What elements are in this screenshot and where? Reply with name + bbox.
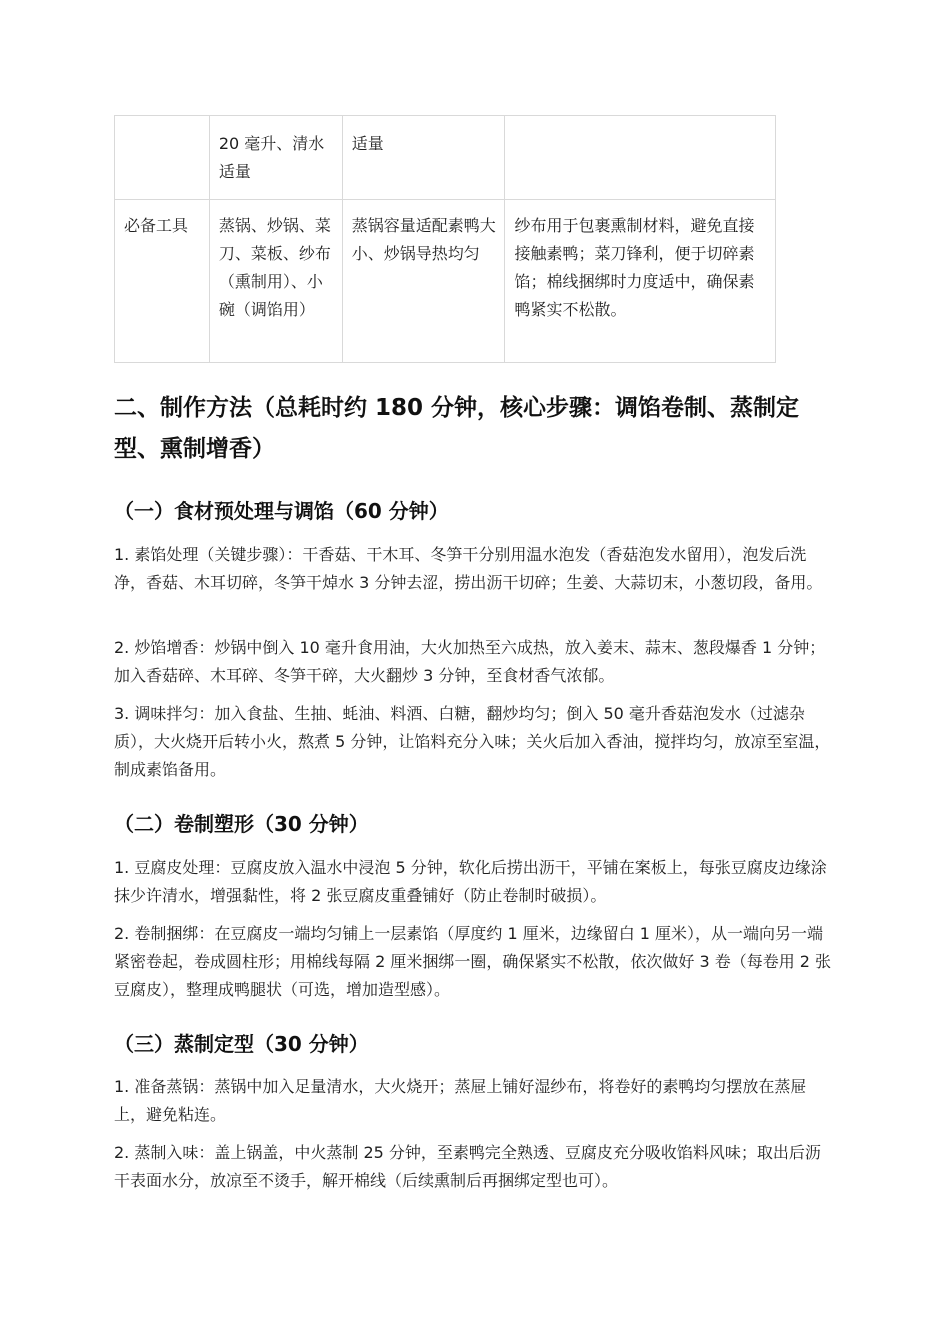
- table-cell: 20 毫升、清水适量: [209, 116, 342, 200]
- table-cell: [505, 116, 776, 200]
- subsection-heading: （一）食材预处理与调馅（60 分钟）: [114, 499, 449, 523]
- step-paragraph: 3. 调味拌匀：加入食盐、生抽、蚝油、料酒、白糖，翻炒均匀；倒入 50 毫升香菇泡发水（过滤杂质），大火烧开后转小火，熬煮 5 分钟，让馅料充分入味；关火后加入香油，搅拌均匀，放凉至室温，制成素馅备用。: [114, 704, 831, 779]
- subsection-heading: （三）蒸制定型（30 分钟）: [114, 1032, 369, 1056]
- step-paragraph: 2. 卷制捆绑：在豆腐皮一端均匀铺上一层素馅（厚度约 1 厘米，边缘留白 1 厘米），从一端向另一端紧密卷起，卷成圆柱形；用棉线每隔 2 厘米捆绑一圈，确保紧实不松散，依次做好 3 卷（每卷用 2 张豆腐皮），整理成鸭腿状（可选，增加造型感）。: [114, 924, 832, 999]
- section-heading: 二、制作方法（总耗时约 180 分钟，核心步骤：调馅卷制、蒸制定型、熏制增香）: [114, 395, 800, 462]
- step-paragraph: 1. 准备蒸锅：蒸锅中加入足量清水，大火烧开；蒸屉上铺好湿纱布，将卷好的素鸭均匀摆放在蒸屉上，避免粘连。: [114, 1077, 807, 1124]
- step-paragraph: 2. 炒馅增香：炒锅中倒入 10 毫升食用油，大火加热至六成热，放入姜末、蒜末、葱段爆香 1 分钟；加入香菇碎、木耳碎、冬笋干碎，大火翻炒 3 分钟，至食材香气浓郁。: [114, 638, 826, 685]
- step-paragraph: 1. 豆腐皮处理：豆腐皮放入温水中浸泡 5 分钟，软化后捞出沥干，平铺在案板上，每张豆腐皮边缘涂抹少许清水，增强黏性，将 2 张豆腐皮重叠铺好（防止卷制时破损）。: [114, 858, 827, 905]
- table-row: [115, 116, 776, 200]
- table-cell: 必备工具: [115, 200, 210, 363]
- table-cell: 蒸锅容量适配素鸭大小、炒锅导热均匀: [342, 200, 505, 363]
- table-cell: 适量: [342, 116, 505, 200]
- table-cell: [115, 116, 210, 200]
- ingredients-tools-table: [114, 115, 776, 363]
- table-cell: 蒸锅、炒锅、菜刀、菜板、纱布（熏制用）、小碗（调馅用）: [209, 200, 342, 363]
- step-paragraph: 2. 蒸制入味：盖上锅盖，中火蒸制 25 分钟，至素鸭完全熟透、豆腐皮充分吸收馅料风味；取出后沥干表面水分，放凉至不烫手，解开棉线（后续熏制后再捆绑定型也可）。: [114, 1143, 821, 1190]
- table-row: [115, 200, 776, 363]
- table-cell: 纱布用于包裹熏制材料，避免直接接触素鸭；菜刀锋利，便于切碎素馅；棉线捆绑时力度适中，确保素鸭紧实不松散。: [505, 200, 776, 363]
- step-paragraph: 1. 素馅处理（关键步骤）：干香菇、干木耳、冬笋干分别用温水泡发（香菇泡发水留用），泡发后洗净，香菇、木耳切碎，冬笋干焯水 3 分钟去涩，捞出沥干切碎；生姜、大蒜切末，小葱切段，备用。: [114, 545, 823, 592]
- subsection-heading: （二）卷制塑形（30 分钟）: [114, 812, 369, 836]
